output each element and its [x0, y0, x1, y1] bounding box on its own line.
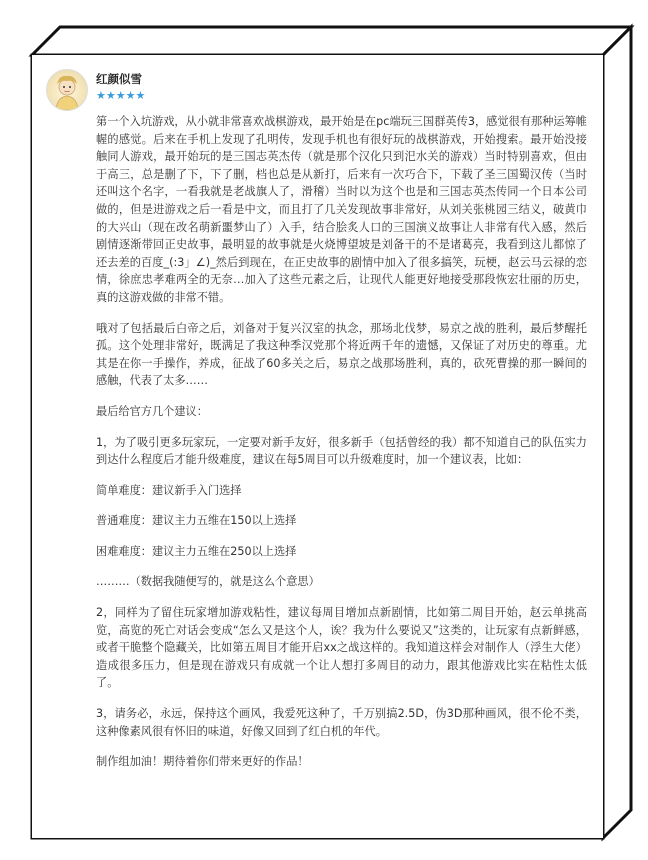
review-paragraph-3: 最后给官方几个建议：	[96, 404, 208, 418]
box-right-face	[603, 27, 631, 838]
review-body	[96, 113, 587, 771]
review-paragraph-8: ………（数据我随便写的，就是这么个意思）	[96, 575, 320, 589]
review-paragraph-6: 普通难度：建议主力五维在150以上选择	[96, 514, 297, 528]
review-paragraph-2: 哦对了包括最后白帝之后，刘备对于复兴汉室的执念，那场北伐梦，易京之战的胜利，最后梦醒托孤。这个处理非常好，既满足了我这种季汉党那个将近两千年的遗憾，又保证了对历史的尊重。尤其是在你一手操作，养成，征战了60多关之后，易京之战那场胜利，真的，砍死曹操的那一瞬间的感触，代表了太多……	[96, 321, 587, 388]
review-paragraph-10: 3，请务必，永远，保持这个画风，我爱死这种了，千万别搞2.5D，伪3D那种画风，很不伦不类，这种像素风很有怀旧的味道，好像又回到了红白机的年代。	[96, 707, 587, 738]
review-paragraph-1: 第一个入坑游戏，从小就非常喜欢战棋游戏，最开始是在pc端玩三国群英传3，感觉很有那种运筹帷幄的感觉。后来在手机上发现了孔明传，发现手机也有很好玩的战棋游戏，开始搜索。最开始没接触同人游戏，最开始玩的是三国志英杰传（就是那个汉化只到汜水关的游戏）当时特别喜欢，但由于高三，总是删了下，下了删，档也总是从新打，后来有一次巧合下，下载了圣三国蜀汉传（当时还叫这个名字，一看我就是老战旗人了，滑稽）当时以为这个也是和三国志英杰传同一个日本公司做的，但是进游戏之后一看是中文，而且打了几关发现故事非常好，从刘关张桃园三结义，破黄巾的大兴山（现在改名萌新噩梦山了）入手，结合脍炙人口的三国演义故事让人非常有代入感，然后剧情逐渐带回正史故事，最明显的故事就是火烧博望坡是刘备干的不是诸葛亮，我看到这儿都惊了还去差的百度_(:3」∠)_然后到现在，在正史故事的剧情中加入了很多搞笑，玩梗，赵云马云禄的恋情，徐庶忠孝难两全的无奈…加入了这些元素之后，让现代人能更好地接受那段恢宏壮丽的历史，真的这游戏做的非常不错。	[96, 115, 587, 304]
review-paragraph-5: 简单难度：建议新手入门选择	[96, 483, 242, 497]
rating-stars: ★★★★★	[96, 89, 146, 102]
review-paragraph-7: 困难难度：建议主力五维在250以上选择	[96, 544, 297, 558]
review-card	[32, 55, 603, 838]
box-top-face	[32, 27, 631, 55]
user-avatar-icon[interactable]	[46, 69, 88, 111]
avatar-figure-icon	[47, 70, 87, 110]
review-header	[44, 67, 591, 113]
review-paragraph-11: 制作组加油！期待着你们带来更好的作品！	[96, 755, 309, 769]
review-paragraph-9: 2，同样为了留住玩家增加游戏粘性，建议每周目增加点新剧情，比如第二周目开始，赵云单挑高览，高览的死亡对话会变成“怎么又是这个人，诶？我为什么要说又”这类的，让玩家有点新鲜感，或者干脆整个隐藏关，比如第五周目才能开启xx之战这样的。我知道这样会对制作人（浮生大佬）造成很多压力，但是现在游戏只有成就一个让人想打多周目的动力，跟其他游戏比实在粘性太低了。	[96, 606, 587, 690]
review-paragraph-4: 1，为了吸引更多玩家玩，一定要对新手友好，很多新手（包括曾经的我）都不知道自己的队伍实力到达什么程度后才能升级难度，建议在每5周目可以升级难度时，加一个建议表，比如：	[96, 435, 587, 467]
username[interactable]: 红颜似雪	[96, 72, 142, 86]
